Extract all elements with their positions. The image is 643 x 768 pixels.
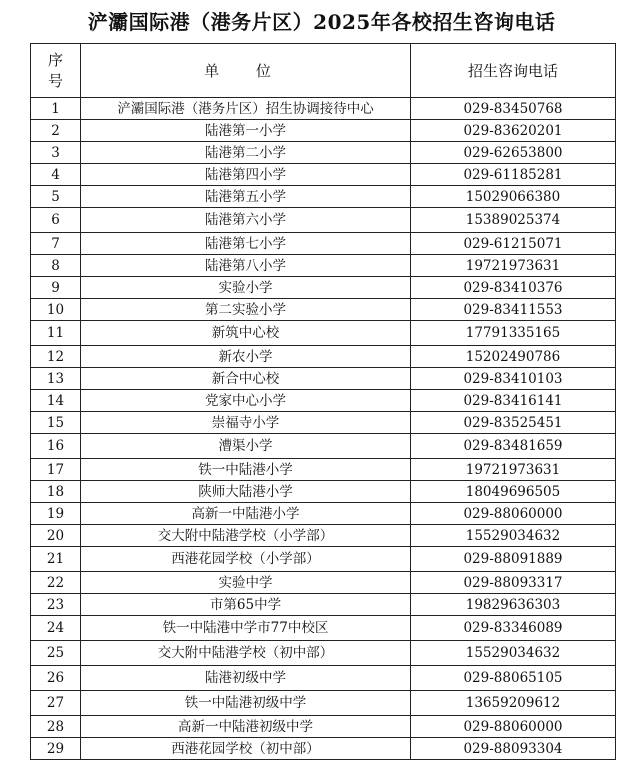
cell-unit: 陆港第八小学 <box>81 255 411 277</box>
cell-unit: 陆港第四小学 <box>81 164 411 186</box>
cell-unit: 西港花园学校（初中部） <box>81 738 411 760</box>
table-row <box>31 255 616 277</box>
cell-phone: 029-83620201 <box>411 120 616 142</box>
table-row <box>31 412 616 434</box>
cell-unit: 新筑中心校 <box>81 321 411 346</box>
cell-unit: 陆港第一小学 <box>81 120 411 142</box>
cell-phone: 029-88091889 <box>411 547 616 572</box>
phone-directory-table <box>30 43 616 760</box>
cell-phone: 029-88060000 <box>411 716 616 738</box>
cell-no: 24 <box>31 616 81 641</box>
table-row <box>31 390 616 412</box>
cell-no: 17 <box>31 459 81 481</box>
cell-phone: 029-88093317 <box>411 572 616 594</box>
table-header-row <box>31 44 616 98</box>
table-row <box>31 716 616 738</box>
cell-unit: 陆港第五小学 <box>81 186 411 208</box>
cell-no: 12 <box>31 346 81 368</box>
table-row <box>31 738 616 760</box>
cell-unit: 陕师大陆港小学 <box>81 481 411 503</box>
table-row <box>31 321 616 346</box>
cell-unit: 漕渠小学 <box>81 434 411 459</box>
cell-no: 19 <box>31 503 81 525</box>
cell-unit: 新农小学 <box>81 346 411 368</box>
header-unit <box>81 44 411 98</box>
table-row <box>31 459 616 481</box>
cell-unit: 市第65中学 <box>81 594 411 616</box>
cell-no: 28 <box>31 716 81 738</box>
cell-no: 15 <box>31 412 81 434</box>
cell-no: 9 <box>31 277 81 299</box>
cell-no: 18 <box>31 481 81 503</box>
table-row <box>31 503 616 525</box>
cell-phone: 18049696505 <box>411 481 616 503</box>
cell-no: 16 <box>31 434 81 459</box>
table-row <box>31 277 616 299</box>
cell-unit: 陆港第七小学 <box>81 233 411 255</box>
table-row <box>31 186 616 208</box>
table-row <box>31 208 616 233</box>
cell-unit: 实验中学 <box>81 572 411 594</box>
cell-phone: 029-83410103 <box>411 368 616 390</box>
cell-unit: 铁一中陆港小学 <box>81 459 411 481</box>
cell-no: 14 <box>31 390 81 412</box>
header-seq-label: 序号 <box>47 50 63 90</box>
cell-unit: 陆港第二小学 <box>81 142 411 164</box>
cell-unit: 高新一中陆港小学 <box>81 503 411 525</box>
cell-unit: 西港花园学校（小学部） <box>81 547 411 572</box>
table-row <box>31 616 616 641</box>
cell-phone: 17791335165 <box>411 321 616 346</box>
cell-phone: 029-62653800 <box>411 142 616 164</box>
cell-no: 26 <box>31 666 81 691</box>
header-phone: 招生咨询电话 <box>411 44 616 98</box>
cell-no: 22 <box>31 572 81 594</box>
table-row <box>31 572 616 594</box>
table-row <box>31 98 616 120</box>
cell-no: 2 <box>31 120 81 142</box>
table-row <box>31 594 616 616</box>
table-row <box>31 481 616 503</box>
table-body <box>31 98 616 760</box>
cell-phone: 029-61215071 <box>411 233 616 255</box>
cell-unit: 高新一中陆港初级中学 <box>81 716 411 738</box>
cell-phone: 15529034632 <box>411 641 616 666</box>
cell-unit: 交大附中陆港学校（小学部） <box>81 525 411 547</box>
cell-phone: 029-61185281 <box>411 164 616 186</box>
cell-phone: 029-88065105 <box>411 666 616 691</box>
cell-no: 23 <box>31 594 81 616</box>
cell-no: 5 <box>31 186 81 208</box>
table-row <box>31 666 616 691</box>
cell-no: 3 <box>31 142 81 164</box>
cell-phone: 029-83450768 <box>411 98 616 120</box>
cell-no: 13 <box>31 368 81 390</box>
header-seq <box>31 44 81 98</box>
cell-phone: 19829636303 <box>411 594 616 616</box>
header-unit-label: 单 位 <box>204 61 287 80</box>
cell-phone: 029-88060000 <box>411 503 616 525</box>
cell-phone: 19721973631 <box>411 459 616 481</box>
cell-phone: 029-83411553 <box>411 299 616 321</box>
cell-unit: 铁一中陆港初级中学 <box>81 691 411 716</box>
cell-no: 1 <box>31 98 81 120</box>
cell-phone: 15529034632 <box>411 525 616 547</box>
cell-phone: 15389025374 <box>411 208 616 233</box>
cell-no: 29 <box>31 738 81 760</box>
cell-unit: 新合中心校 <box>81 368 411 390</box>
cell-phone: 029-83410376 <box>411 277 616 299</box>
cell-phone: 13659209612 <box>411 691 616 716</box>
cell-no: 27 <box>31 691 81 716</box>
table-row <box>31 368 616 390</box>
cell-no: 21 <box>31 547 81 572</box>
cell-phone: 15202490786 <box>411 346 616 368</box>
cell-unit: 党家中心小学 <box>81 390 411 412</box>
cell-unit: 崇福寺小学 <box>81 412 411 434</box>
cell-no: 10 <box>31 299 81 321</box>
table-row <box>31 434 616 459</box>
cell-unit: 实验小学 <box>81 277 411 299</box>
table-row <box>31 525 616 547</box>
cell-no: 6 <box>31 208 81 233</box>
cell-unit: 浐灞国际港（港务片区）招生协调接待中心 <box>81 98 411 120</box>
table-row <box>31 641 616 666</box>
cell-unit: 陆港第六小学 <box>81 208 411 233</box>
table-row <box>31 164 616 186</box>
cell-phone: 029-83525451 <box>411 412 616 434</box>
table-row <box>31 299 616 321</box>
cell-no: 8 <box>31 255 81 277</box>
table-row <box>31 691 616 716</box>
table-row <box>31 142 616 164</box>
cell-phone: 15029066380 <box>411 186 616 208</box>
cell-phone: 029-88093304 <box>411 738 616 760</box>
cell-unit: 陆港初级中学 <box>81 666 411 691</box>
cell-unit: 第二实验小学 <box>81 299 411 321</box>
table-row <box>31 233 616 255</box>
table-row <box>31 346 616 368</box>
table-row <box>31 547 616 572</box>
cell-no: 25 <box>31 641 81 666</box>
cell-phone: 19721973631 <box>411 255 616 277</box>
cell-no: 4 <box>31 164 81 186</box>
cell-no: 11 <box>31 321 81 346</box>
table-row <box>31 120 616 142</box>
page-title: 浐灞国际港（港务片区）2025年各校招生咨询电话 <box>87 10 556 34</box>
cell-phone: 029-83346089 <box>411 616 616 641</box>
cell-unit: 铁一中陆港中学市77中校区 <box>81 616 411 641</box>
cell-no: 7 <box>31 233 81 255</box>
cell-phone: 029-83481659 <box>411 434 616 459</box>
cell-phone: 029-83416141 <box>411 390 616 412</box>
cell-no: 20 <box>31 525 81 547</box>
cell-unit: 交大附中陆港学校（初中部） <box>81 641 411 666</box>
